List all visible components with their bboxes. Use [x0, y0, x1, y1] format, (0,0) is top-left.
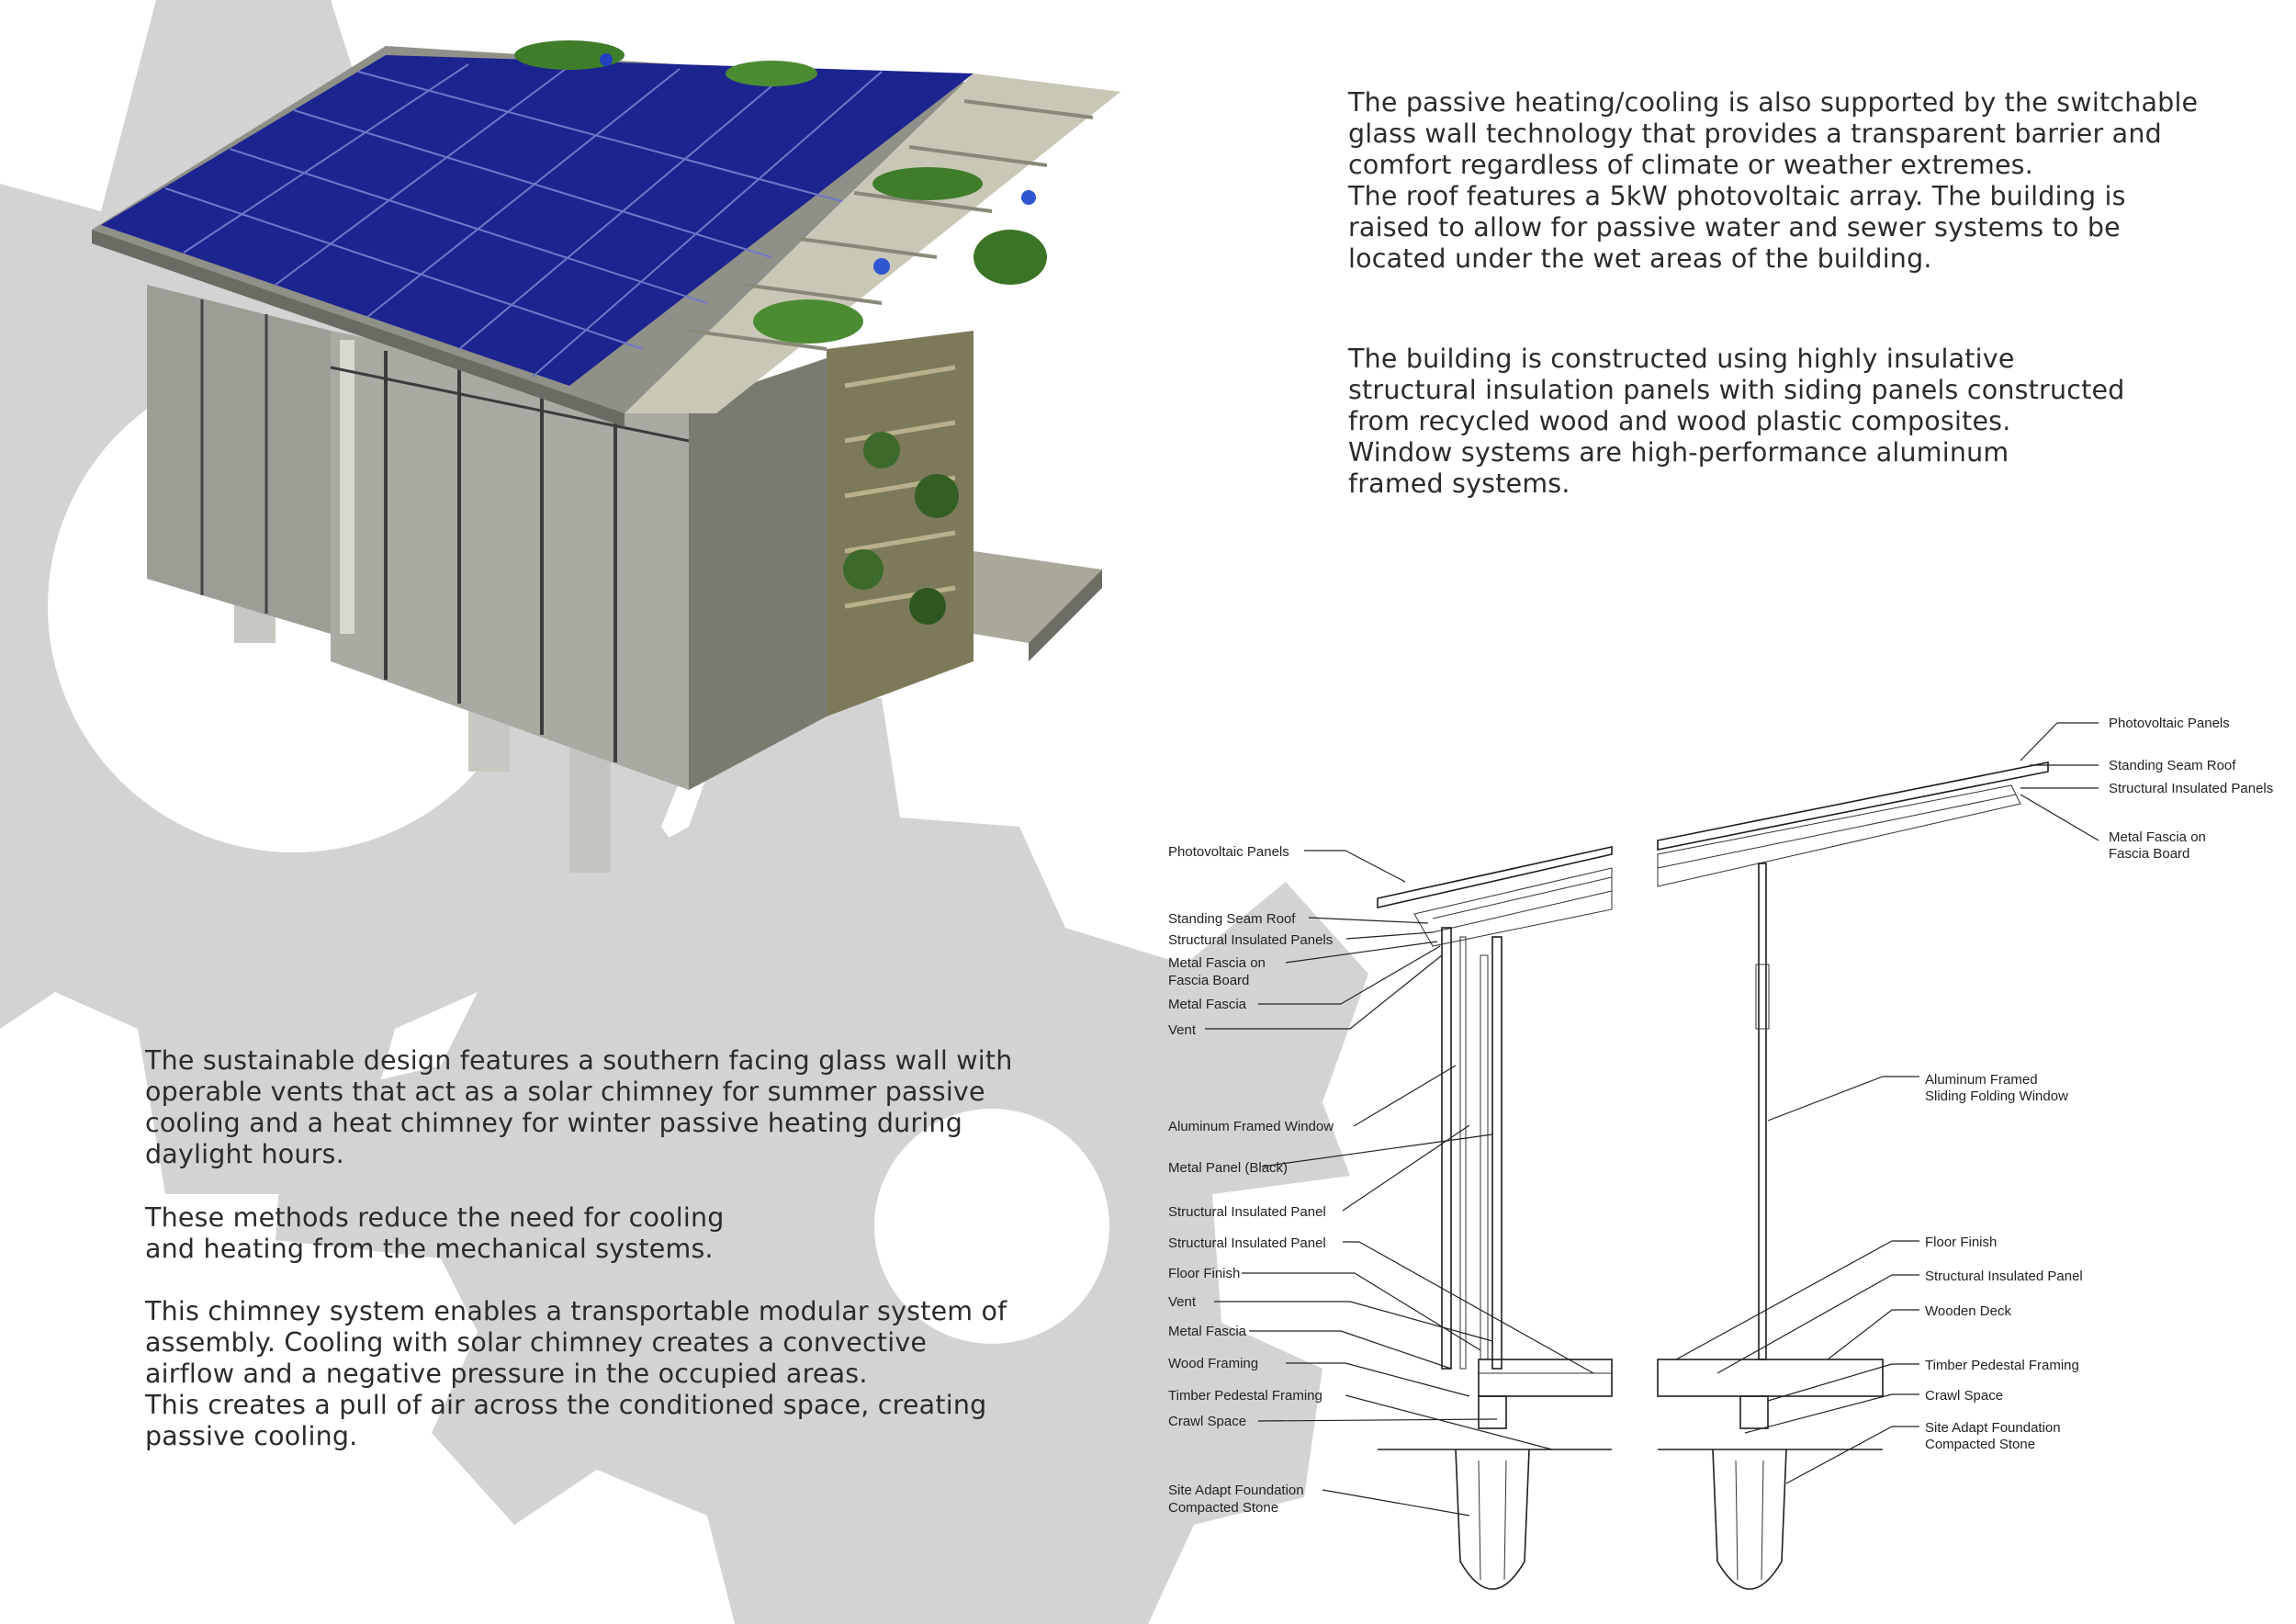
label-b-aluminum-framed: Aluminum Framed: [1925, 1072, 2038, 1088]
label-a-aluminum-framed-window: Aluminum Framed Window: [1168, 1119, 1334, 1134]
text-line: The sustainable design features a southern facing glass wall with: [145, 1045, 1013, 1076]
text-line: comfort regardless of climate or weather extremes.: [1348, 150, 2033, 180]
section-b-drawing: [1658, 723, 2099, 1589]
label-a-metal-fascia-2: Metal Fascia: [1168, 1324, 1247, 1339]
label-a-metal-fascia-on: Metal Fascia on: [1168, 955, 1266, 971]
label-b-standing-seam-roof: Standing Seam Roof: [2109, 758, 2236, 773]
text-line: daylight hours.: [145, 1139, 344, 1169]
text-line: framed systems.: [1348, 468, 1570, 499]
label-a-structural-insulated-panel-1: Structural Insulated Panel: [1168, 1204, 1326, 1220]
label-b-sliding-folding-window: Sliding Folding Window: [1925, 1088, 2068, 1104]
text-line: from recycled wood and wood plastic composites.: [1348, 406, 2011, 436]
label-a-timber-pedestal-framing: Timber Pedestal Framing: [1168, 1388, 1322, 1404]
text-line: glass wall technology that provides a transparent barrier and: [1348, 118, 2162, 149]
label-b-metal-fascia-on: Metal Fascia on: [2109, 829, 2206, 845]
label-a-wood-framing: Wood Framing: [1168, 1356, 1259, 1371]
label-a-site-adapt-foundation: Site Adapt Foundation: [1168, 1483, 1304, 1498]
label-b-structural-insulated-panel: Structural Insulated Panel: [1925, 1269, 2083, 1284]
text-line: The roof features a 5kW photovoltaic array. The building is: [1348, 181, 2126, 211]
label-a-vent-2: Vent: [1168, 1294, 1197, 1310]
label-a-metal-panel-black: Metal Panel (Black): [1168, 1160, 1289, 1176]
text-line: The passive heating/cooling is also supported by the switchable: [1348, 87, 2199, 118]
label-a-photovoltaic-panels: Photovoltaic Panels: [1168, 844, 1289, 860]
description-sustainable-design: [145, 1045, 1013, 1170]
label-b-photovoltaic-panels: Photovoltaic Panels: [2109, 716, 2230, 731]
section-a-labels: [1168, 844, 1334, 1516]
label-b-wooden-deck: Wooden Deck: [1925, 1303, 2011, 1319]
description-reduce-mechanical: [145, 1202, 725, 1265]
text-line: and heating from the mechanical systems.: [145, 1234, 714, 1264]
text-line: This creates a pull of air across the conditioned space, creating: [145, 1390, 987, 1420]
text-line: These methods reduce the need for cooling: [145, 1202, 725, 1233]
label-b-floor-finish: Floor Finish: [1925, 1235, 1998, 1250]
label-a-structural-insulated-panels: Structural Insulated Panels: [1168, 932, 1334, 948]
label-b-fascia-board: Fascia Board: [2109, 846, 2190, 862]
text-line: This chimney system enables a transportable modular system of: [145, 1296, 1007, 1326]
description-chimney-system: [145, 1296, 1007, 1452]
text-line: Window systems are high-performance aluminum: [1348, 437, 2009, 468]
label-b-structural-insulated-panels: Structural Insulated Panels: [2109, 781, 2274, 796]
label-a-standing-seam-roof: Standing Seam Roof: [1168, 911, 1296, 927]
label-a-compacted-stone: Compacted Stone: [1168, 1500, 1279, 1516]
label-b-timber-pedestal-framing: Timber Pedestal Framing: [1925, 1358, 2079, 1373]
label-a-crawl-space: Crawl Space: [1168, 1414, 1247, 1429]
label-b-compacted-stone: Compacted Stone: [1925, 1437, 2036, 1452]
text-line: operable vents that act as a solar chimney for summer passive: [145, 1077, 985, 1107]
text-line: airflow and a negative pressure in the occupied areas.: [145, 1359, 868, 1389]
label-a-fascia-board: Fascia Board: [1168, 973, 1250, 988]
description-passive-heating: [1348, 87, 2198, 275]
text-line: structural insulation panels with siding panels constructed: [1348, 375, 2125, 405]
text-line: passive cooling.: [145, 1421, 358, 1451]
label-a-vent: Vent: [1168, 1022, 1197, 1038]
text-line: cooling and a heat chimney for winter passive heating during: [145, 1108, 962, 1138]
label-a-floor-finish: Floor Finish: [1168, 1266, 1241, 1281]
label-b-site-adapt-foundation: Site Adapt Foundation: [1925, 1420, 2061, 1436]
description-construction: [1348, 344, 2125, 500]
label-a-metal-fascia: Metal Fascia: [1168, 997, 1247, 1012]
text-line: The building is constructed using highly insulative: [1348, 344, 2015, 374]
section-b-labels: [1925, 716, 2273, 1452]
text-line: located under the wet areas of the building.: [1348, 243, 1932, 274]
text-line: assembly. Cooling with solar chimney creates a convective: [145, 1327, 928, 1358]
label-b-crawl-space: Crawl Space: [1925, 1388, 2004, 1404]
label-a-structural-insulated-panel-2: Structural Insulated Panel: [1168, 1235, 1326, 1251]
text-line: raised to allow for passive water and sewer systems to be: [1348, 212, 2121, 242]
